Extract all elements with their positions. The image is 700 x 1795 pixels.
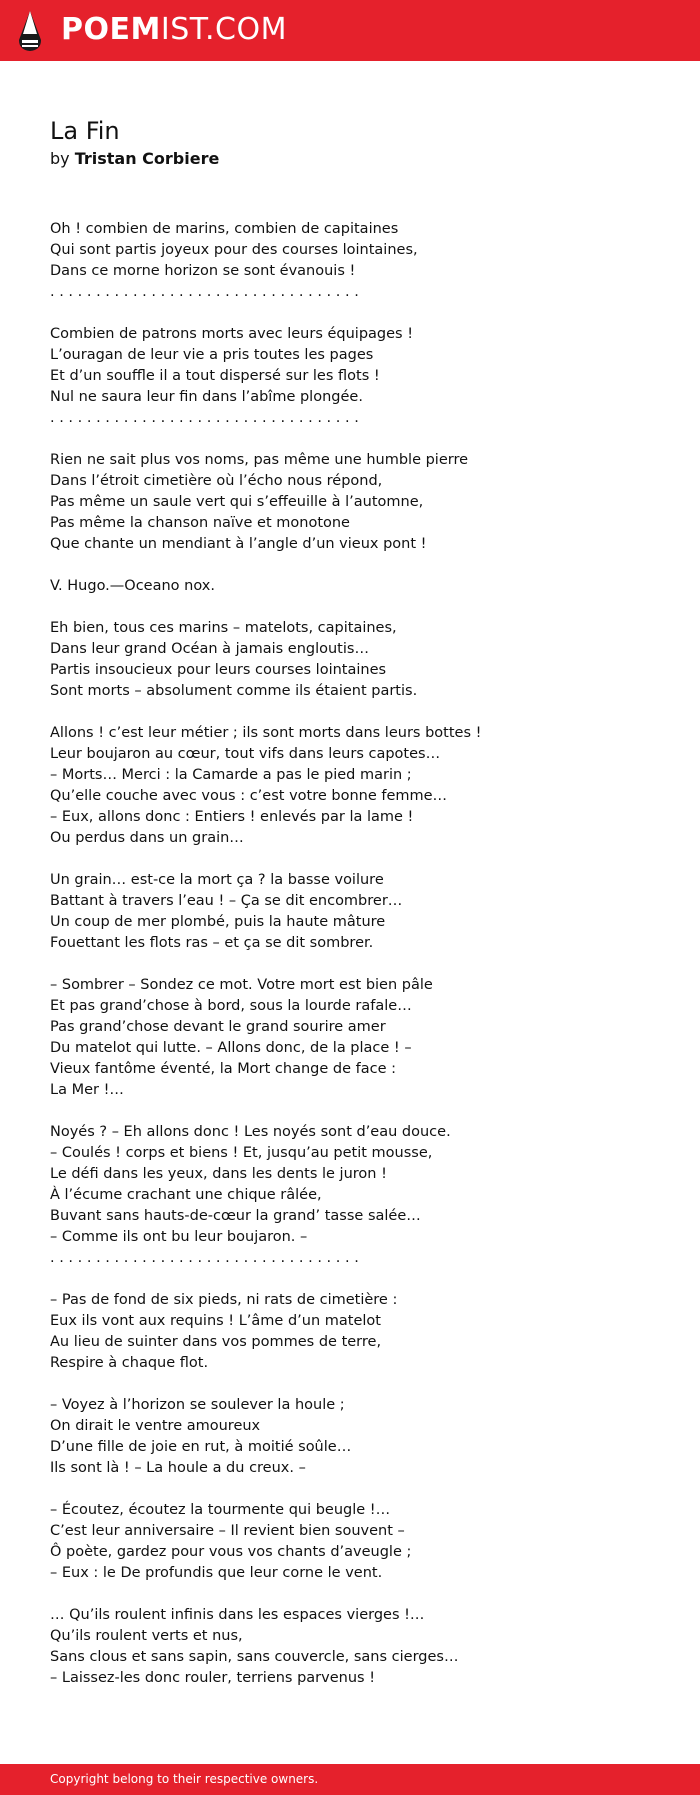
poem-line: Qu’elle couche avec vous : c’est votre bonne femme… (50, 788, 448, 804)
poem-line: – Eux : le De profundis que leur corne le vent. (50, 1565, 383, 1581)
poem-line: La Mer !… (50, 1082, 124, 1098)
poem-line: Eh bien, tous ces marins – matelots, capitaines, (50, 620, 397, 636)
poem-line: V. Hugo.—Oceano nox. (50, 578, 215, 594)
poem-line: Allons ! c’est leur métier ; ils sont morts dans leurs bottes ! (50, 725, 482, 741)
stanza-break (50, 1479, 670, 1500)
poem-line: – Coulés ! corps et biens ! Et, jusqu’au petit mousse, (50, 1145, 433, 1161)
poem-line: – Voyez à l’horizon se soulever la houle ; (50, 1397, 345, 1413)
poem-line: Eux ils vont aux requins ! L’âme d’un matelot (50, 1313, 381, 1329)
by-label: by (50, 149, 70, 168)
poem-line: Pas même un saule vert qui s’effeuille à l’automne, (50, 494, 424, 510)
poem-line: … Qu’ils roulent infinis dans les espaces vierges !… (50, 1607, 425, 1623)
poem-line: On dirait le ventre amoureux (50, 1418, 261, 1434)
poem-line: . . . . . . . . . . . . . . . . . . . . . . . . . . . . . . . . . . (50, 410, 359, 426)
poem-line: Buvant sans hauts-de-cœur la grand’ tasse salée… (50, 1208, 421, 1224)
poem-line: Dans l’étroit cimetière où l’écho nous répond, (50, 473, 383, 489)
poem-line: Partis insoucieux pour leurs courses lointaines (50, 662, 387, 678)
poem-line: Combien de patrons morts avec leurs équipages ! (50, 326, 414, 342)
poem-line: Nul ne saura leur fin dans l’abîme plongée. (50, 389, 363, 405)
poem-line: Le défi dans les yeux, dans les dents le juron ! (50, 1166, 387, 1182)
poem-line: Oh ! combien de marins, combien de capitaines (50, 221, 399, 237)
poem-line: Et d’un souffle il a tout dispersé sur les flots ! (50, 368, 380, 384)
byline (50, 148, 219, 170)
site-header (0, 0, 700, 61)
poem-line: Respire à chaque flot. (50, 1355, 209, 1371)
poem-line: Sans clous et sans sapin, sans couvercle, sans cierges… (50, 1649, 459, 1665)
brand-bold-text: POEM (61, 12, 161, 47)
poem-line: Un grain… est-ce la mort ça ? la basse voilure (50, 872, 384, 888)
poem-line: Sont morts – absolument comme ils étaient partis. (50, 683, 418, 699)
poem-line: Dans ce morne horizon se sont évanouis ! (50, 263, 356, 279)
poem-line: L’ouragan de leur vie a pris toutes les pages (50, 347, 374, 363)
stanza-break (50, 1374, 670, 1395)
poem-title: La Fin (50, 117, 120, 145)
poem-line: Fouettant les flots ras – et ça se dit sombrer. (50, 935, 374, 951)
poem-line: . . . . . . . . . . . . . . . . . . . . . . . . . . . . . . . . . . (50, 1250, 359, 1266)
poem-line: – Sombrer – Sondez ce mot. Votre mort est bien pâle (50, 977, 433, 993)
poem-line: À l’écume crachant une chique râlée, (50, 1187, 322, 1203)
stanza-break (50, 303, 670, 324)
poem-line: Ô poète, gardez pour vous vos chants d’aveugle ; (50, 1544, 412, 1560)
poem-body (50, 219, 670, 1689)
poem-line: Rien ne sait plus vos noms, pas même une humble pierre (50, 452, 469, 468)
poem-line: – Écoutez, écoutez la tourmente qui beugle !… (50, 1502, 391, 1518)
stanza-break (50, 1101, 670, 1122)
copyright-text: Copyright belong to their respective owners. (50, 1772, 319, 1786)
stanza-break (50, 702, 670, 723)
poem-line: Battant à travers l’eau ! – Ça se dit encombrer… (50, 893, 403, 909)
poem-line: Leur boujaron au cœur, tout vifs dans leurs capotes… (50, 746, 441, 762)
poem-line: Du matelot qui lutte. – Allons donc, de la place ! – (50, 1040, 412, 1056)
poem-line: D’une fille de joie en rut, à moitié soûle… (50, 1439, 352, 1455)
poem-line: – Comme ils ont bu leur boujaron. – (50, 1229, 308, 1245)
poem-line: Ou perdus dans un grain… (50, 830, 244, 846)
poem-line: Pas grand’chose devant le grand sourire amer (50, 1019, 386, 1035)
site-logo-link[interactable] (61, 12, 287, 48)
poem-line: – Eux, allons donc : Entiers ! enlevés par la lame ! (50, 809, 414, 825)
poem-line: Pas même la chanson naïve et monotone (50, 515, 350, 531)
stanza-break (50, 555, 670, 576)
poem-line: – Pas de fond de six pieds, ni rats de cimetière : (50, 1292, 398, 1308)
author-name[interactable]: Tristan Corbiere (74, 149, 220, 168)
stanza-break (50, 849, 670, 870)
stanza-break (50, 1584, 670, 1605)
poem-line: Que chante un mendiant à l’angle d’un vieux pont ! (50, 536, 427, 552)
stanza-break (50, 1269, 670, 1290)
poem-line: Au lieu de suinter dans vos pommes de terre, (50, 1334, 382, 1350)
stanza-break (50, 954, 670, 975)
poem-line: Et pas grand’chose à bord, sous la lourde rafale… (50, 998, 412, 1014)
poem-line: C’est leur anniversaire – Il revient bien souvent – (50, 1523, 405, 1539)
brand-light-text: IST.COM (160, 12, 287, 47)
poem-line: Qu’ils roulent verts et nus, (50, 1628, 243, 1644)
poem-line: – Morts… Merci : la Camarde a pas le pied marin ; (50, 767, 412, 783)
site-footer (0, 1764, 700, 1795)
stanza-break (50, 429, 670, 450)
poem-line: Vieux fantôme éventé, la Mort change de face : (50, 1061, 397, 1077)
poem-line: Un coup de mer plombé, puis la haute mâture (50, 914, 386, 930)
poem-line: Dans leur grand Océan à jamais engloutis… (50, 641, 369, 657)
stanza-break (50, 597, 670, 618)
pen-nib-icon[interactable] (17, 10, 43, 52)
poem-line: Noyés ? – Eh allons donc ! Les noyés sont d’eau douce. (50, 1124, 451, 1140)
poem-line: Qui sont partis joyeux pour des courses lointaines, (50, 242, 418, 258)
poem-line: . . . . . . . . . . . . . . . . . . . . . . . . . . . . . . . . . . (50, 284, 359, 300)
poem-line: Ils sont là ! – La houle a du creux. – (50, 1460, 306, 1476)
poem-line: – Laissez-les donc rouler, terriens parvenus ! (50, 1670, 376, 1686)
